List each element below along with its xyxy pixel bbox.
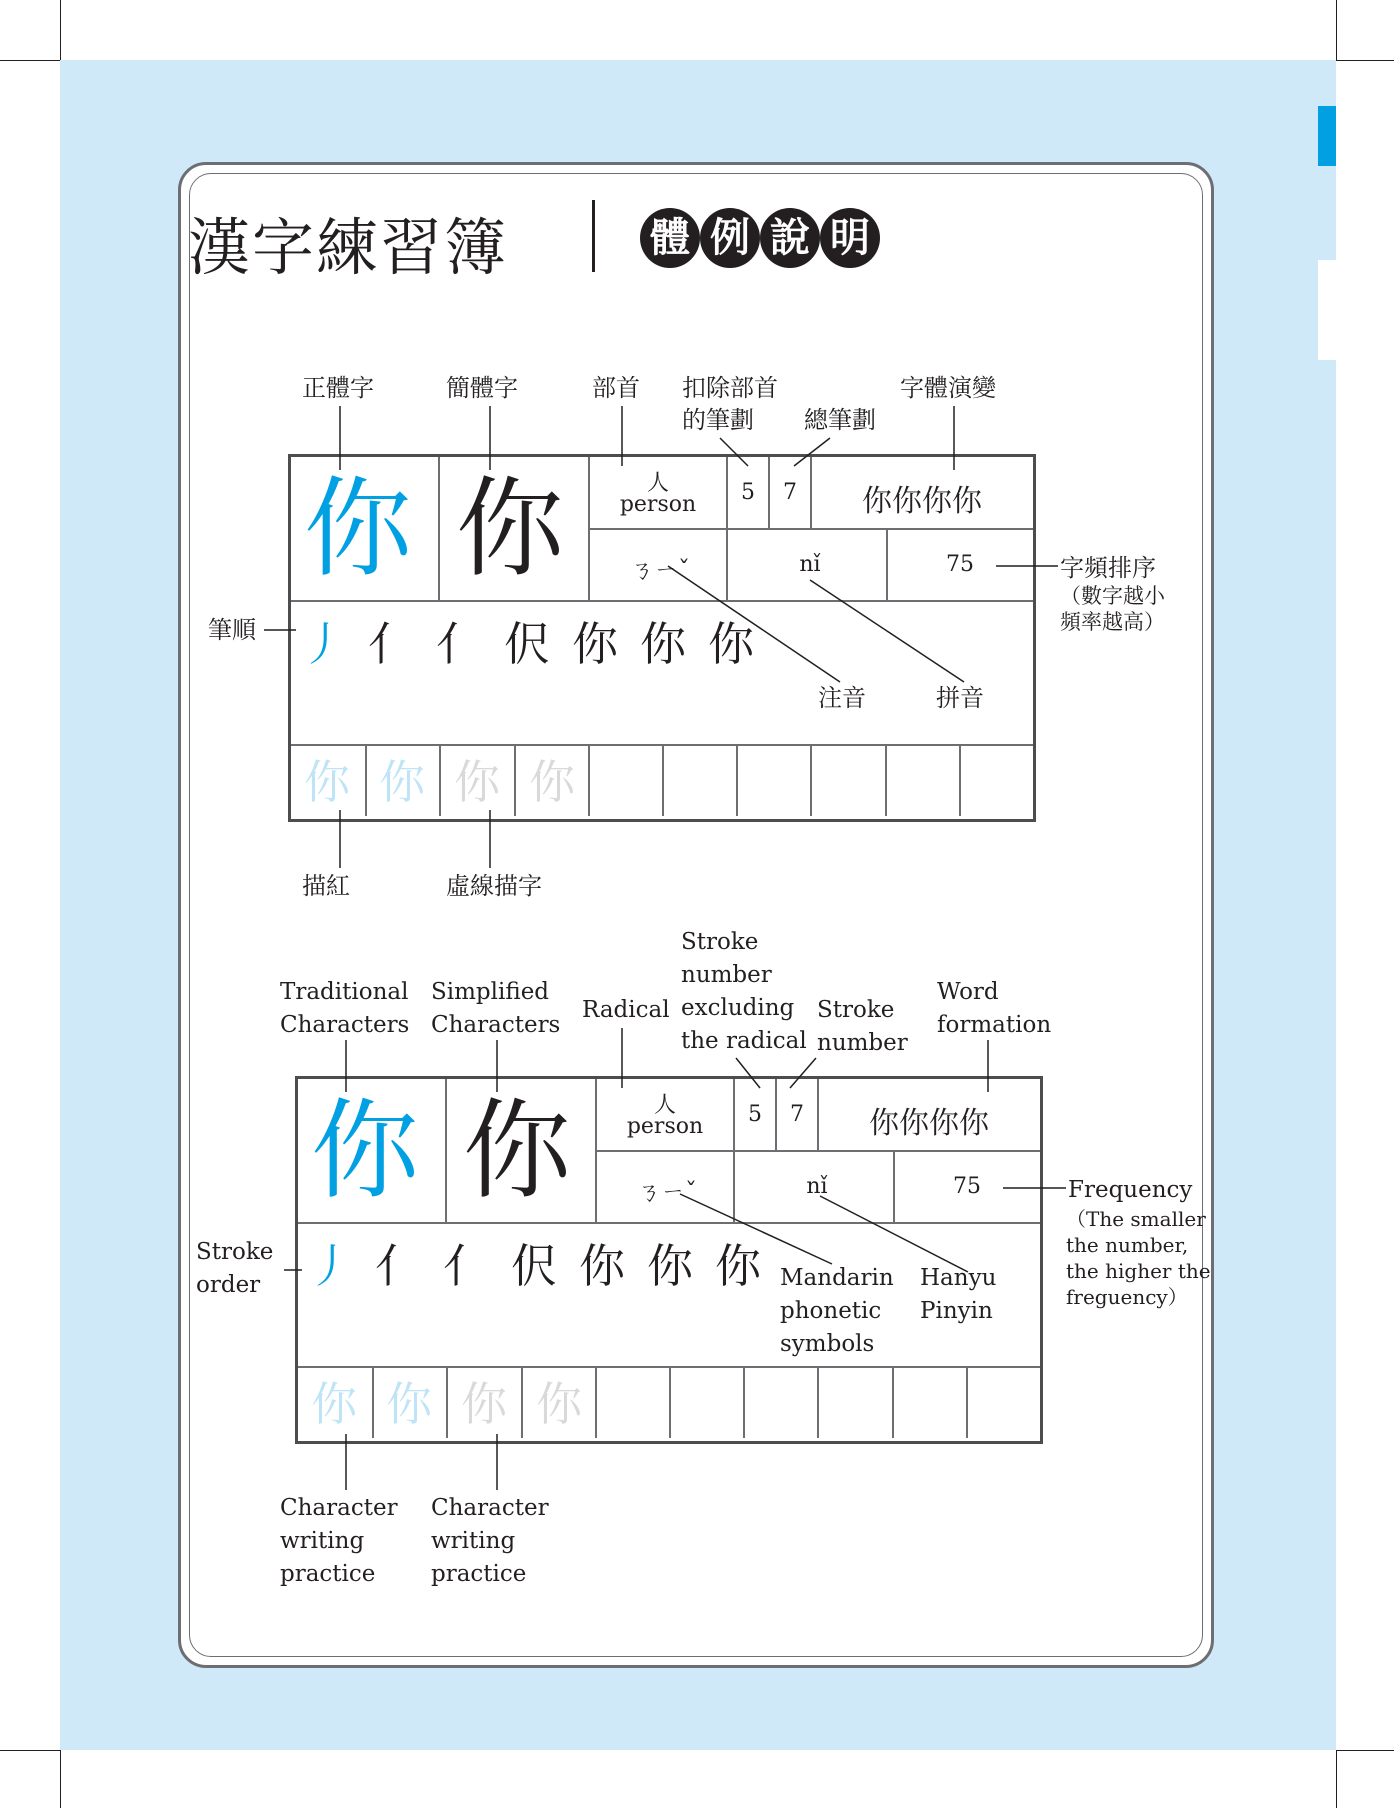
- stroke-step: 你: [640, 617, 708, 671]
- label-frequency-note-en: （The smaller the number, the higher the freguency）: [1066, 1207, 1211, 1309]
- label-evolution: 字體演變: [900, 374, 996, 402]
- label-strokes-excl-en: Stroke number excluding the radical: [681, 929, 807, 1054]
- grid-cell-divider: [446, 1368, 448, 1438]
- stroke-step: 伬: [511, 1239, 579, 1293]
- frequency-value: 75: [953, 1174, 981, 1199]
- label-simplified: 簡體字: [446, 374, 518, 402]
- stroke-step: 你: [647, 1239, 715, 1293]
- strokes-excl-radical: 5: [741, 480, 755, 505]
- grid-cell-divider: [588, 746, 590, 816]
- trace-char: 你: [454, 755, 500, 809]
- frequency-value: 75: [946, 552, 974, 577]
- label-frequency-en: Frequency: [1068, 1177, 1193, 1203]
- label-traditional: 正體字: [302, 374, 374, 402]
- trace-char: 你: [461, 1377, 507, 1431]
- stroke-step: 亻: [443, 1239, 511, 1293]
- grid-cell-divider: [365, 746, 367, 816]
- stroke-step: 亻: [368, 617, 436, 671]
- radical-meaning: person: [626, 1114, 704, 1139]
- trace-char: 你: [311, 1377, 357, 1431]
- grid-cell-divider: [521, 1368, 523, 1438]
- radical-char: 人: [653, 1093, 676, 1118]
- simplified-char: 你: [456, 467, 565, 592]
- label-practice2-en: Character writing practice: [431, 1495, 549, 1587]
- label-practice1-en: Character writing practice: [280, 1495, 398, 1587]
- trace-char: 你: [386, 1377, 432, 1431]
- grid-cell-divider: [372, 1368, 374, 1438]
- pinyin: nǐ: [806, 1174, 828, 1199]
- strokes-excl-radical: 5: [748, 1102, 762, 1127]
- trace-char: 你: [304, 755, 350, 809]
- stroke-step: 你: [579, 1239, 647, 1293]
- label-strokes-excl-2: 的筆劃: [682, 406, 754, 434]
- radical-meaning: person: [619, 492, 697, 517]
- label-frequency-note-2: 頻率越高）: [1060, 610, 1165, 634]
- label-frequency: 字頻排序: [1060, 554, 1156, 582]
- grid-cell-divider: [817, 1368, 819, 1438]
- grid-cell-divider: [595, 1368, 597, 1438]
- subtitle-char: 體: [640, 208, 700, 268]
- label-strokes-excl-1: 扣除部首: [682, 374, 778, 402]
- grid-cell-divider: [966, 1368, 968, 1438]
- pinyin: nǐ: [799, 552, 821, 577]
- zhuyin: ㄋㄧˇ: [630, 556, 690, 584]
- stroke-step: 你: [708, 617, 776, 671]
- grid-cell-divider: [662, 746, 664, 816]
- stroke-step: 你: [715, 1239, 783, 1293]
- grid-cell-divider: [959, 746, 961, 816]
- label-pinyin: 拼音: [936, 684, 984, 712]
- simplified-char: 你: [463, 1089, 572, 1214]
- stroke-step: 你: [572, 617, 640, 671]
- evolution-chars: 你你你你: [862, 484, 982, 519]
- traditional-char: 你: [311, 1089, 420, 1214]
- total-strokes: 7: [790, 1102, 804, 1127]
- traditional-char: 你: [304, 467, 413, 592]
- trace-char: 你: [536, 1377, 582, 1431]
- trace-char: 你: [379, 755, 425, 809]
- grid-cell-divider: [885, 746, 887, 816]
- label-traditional-en: Traditional Characters: [280, 979, 410, 1038]
- label-simplified-en: Simplified Characters: [431, 979, 561, 1038]
- label-radical: 部首: [592, 374, 640, 402]
- grid-cell-divider: [439, 746, 441, 816]
- label-pinyin-en: Hanyu Pinyin: [920, 1265, 997, 1324]
- subtitle-char: 說: [760, 208, 820, 268]
- label-trace-red: 描紅: [302, 872, 350, 900]
- label-trace-dotted: 虛線描字: [446, 872, 542, 900]
- subtitle-char: 明: [820, 208, 880, 268]
- label-zhuyin: 注音: [818, 684, 866, 712]
- stroke-step: 亻: [375, 1239, 443, 1293]
- label-stroke-order-en: Stroke order: [196, 1239, 274, 1298]
- label-evolution-en: Word formation: [937, 979, 1052, 1038]
- grid-cell-divider: [669, 1368, 671, 1438]
- stroke-step: 亻: [436, 617, 504, 671]
- label-zhuyin-en: Mandarin phonetic symbols: [780, 1265, 894, 1357]
- radical-char: 人: [646, 471, 669, 496]
- zhuyin: ㄋㄧˇ: [637, 1178, 697, 1206]
- stroke-step: 丿: [307, 1239, 375, 1293]
- label-stroke-order: 筆順: [208, 616, 256, 644]
- total-strokes: 7: [783, 480, 797, 505]
- label-total-strokes-en: Stroke number: [817, 997, 908, 1056]
- evolution-chars: 你你你你: [869, 1106, 989, 1141]
- label-frequency-note-1: （數字越小: [1060, 584, 1165, 608]
- page-title: 漢字練習簿: [188, 211, 509, 284]
- grid-cell-divider: [892, 1368, 894, 1438]
- grid-cell-divider: [743, 1368, 745, 1438]
- subtitle-char: 例: [700, 208, 760, 268]
- stroke-step: 丿: [300, 617, 368, 671]
- grid-cell-divider: [736, 746, 738, 816]
- label-radical-en: Radical: [582, 997, 670, 1023]
- stroke-step: 伬: [504, 617, 572, 671]
- grid-cell-divider: [514, 746, 516, 816]
- trace-char: 你: [529, 755, 575, 809]
- label-total-strokes: 總筆劃: [804, 406, 876, 434]
- grid-cell-divider: [810, 746, 812, 816]
